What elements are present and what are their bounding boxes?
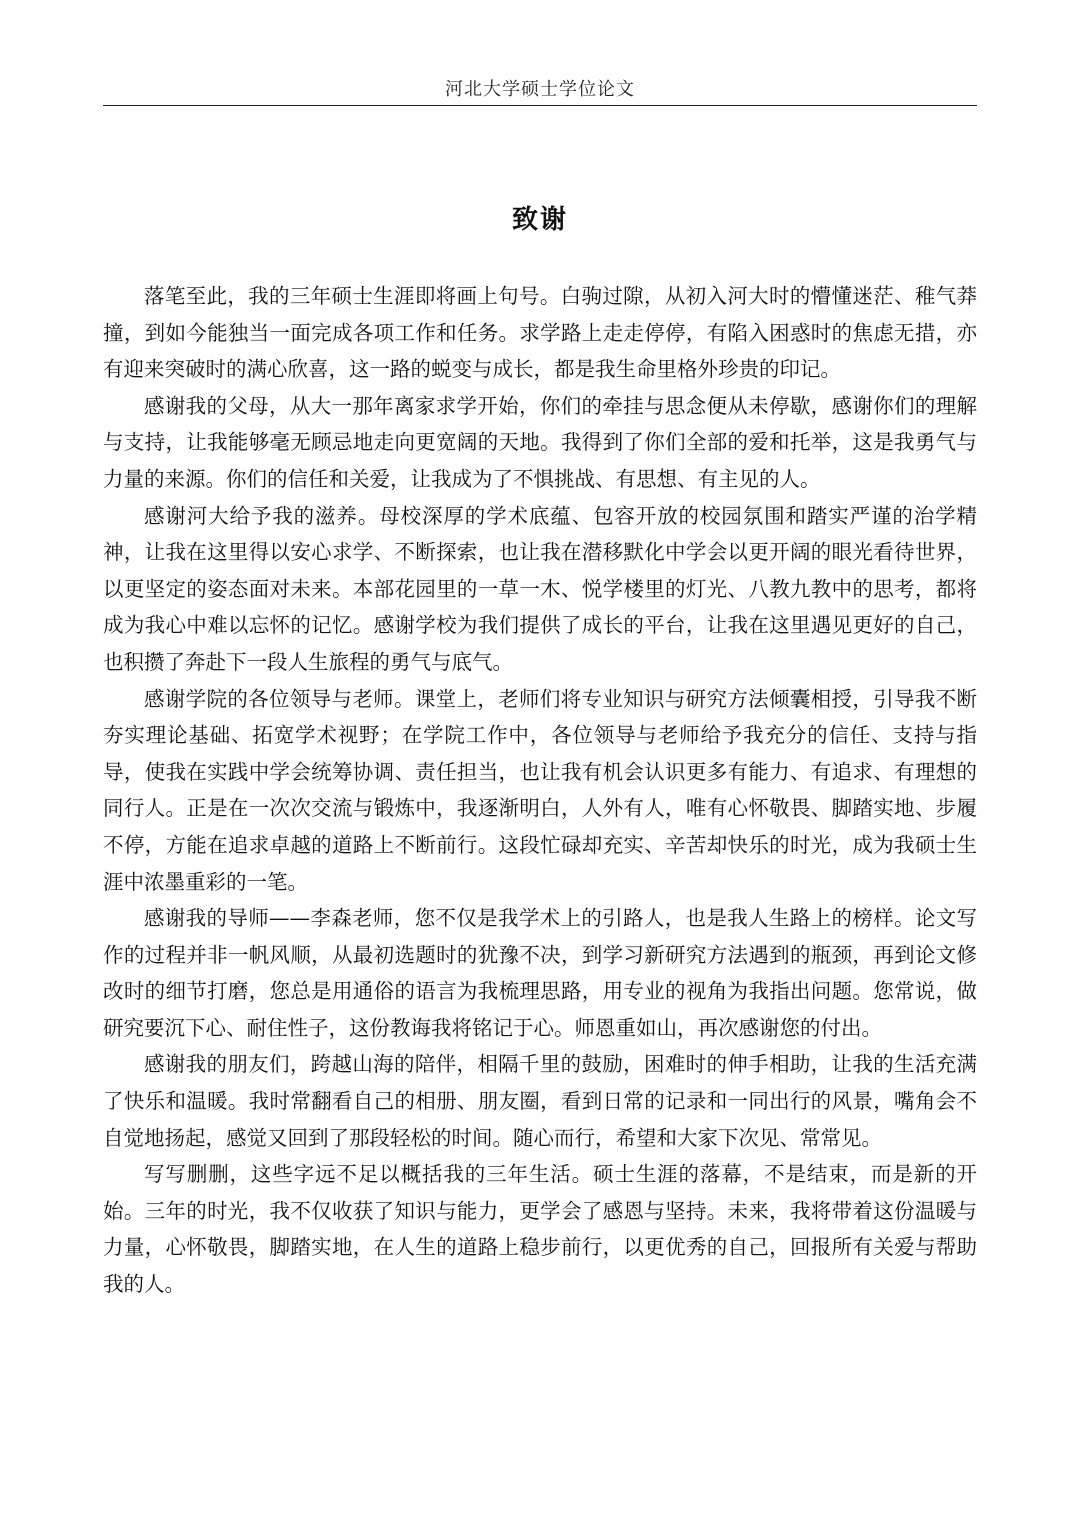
header-divider [103, 105, 977, 106]
paragraph: 落笔至此，我的三年硕士生涯即将画上句号。白驹过隙，从初入河大时的懵懂迷茫、稚气莽撞，到如今能独当一面完成各项工作和任务。求学路上走走停停，有陷入困惑时的焦虑无措，亦有迎来突破时的满心欣喜，这一路的蜕变与成长，都是我生命里格外珍贵的印记。 [103, 284, 977, 382]
paragraph: 感谢我的朋友们，跨越山海的陪伴，相隔千里的鼓励，困难时的伸手相助，让我的生活充满了快乐和温暖。我时常翻看自己的相册、朋友圈，看到日常的记录和一同出行的风景，嘴角会不自觉地扬起，感觉又回到了那段轻松的时间。随心而行，希望和大家下次见、常常见。 [103, 1052, 977, 1150]
page-title: 致谢 [511, 205, 568, 235]
paragraph: 感谢我的父母，从大一那年离家求学开始，你们的牵挂与思念便从未停歇，感谢你们的理解与支持，让我能够毫无顾忌地走向更宽阔的天地。我得到了你们全部的爱和托举，这是我勇气与力量的来源。你们的信任和关爱，让我成为了不惧挑战、有思想、有主见的人。 [103, 393, 977, 491]
paragraph: 感谢学院的各位领导与老师。课堂上，老师们将专业知识与研究方法倾囊相授，引导我不断夯实理论基础、拓宽学术视野；在学院工作中，各位领导与老师给予我充分的信任、支持与指导，使我在实践中学会统筹协调、责任担当，也让我有机会认识更多有能力、有追求、有理想的同行人。正是在一次次交流与锻炼中，我逐渐明白，人外有人，唯有心怀敬畏、脚踏实地、步履不停，方能在追求卓越的道路上不断前行。这段忙碌却充实、辛苦却快乐的时光，成为我硕士生涯中浓墨重彩的一笔。 [103, 686, 977, 894]
paragraph: 感谢我的导师——李森老师，您不仅是我学术上的引路人，也是我人生路上的榜样。论文写作的过程并非一帆风顺，从最初选题时的犹豫不决，到学习新研究方法遇到的瓶颈，再到论文修改时的细节打磨，您总是用通俗的语言为我梳理思路，用专业的视角为我指出问题。您常说，做研究要沉下心、耐住性子，这份教诲我将铭记于心。师恩重如山，再次感谢您的付出。 [103, 906, 977, 1040]
acknowledgement-body [103, 278, 977, 1303]
running-header: 河北大学硕士学位论文 [445, 79, 635, 100]
paragraph: 感谢河大给予我的滋养。母校深厚的学术底蕴、包容开放的校园氛围和踏实严谨的治学精神，让我在这里得以安心求学、不断探索，也让我在潜移默化中学会以更开阔的眼光看待世界，以更坚定的姿态面对未来。本部花园里的一草一木、悦学楼里的灯光、八教九教中的思考，都将成为我心中难以忘怀的记忆。感谢学校为我们提供了成长的平台，让我在这里遇见更好的自己，也积攒了奔赴下一段人生旅程的勇气与底气。 [103, 503, 977, 674]
paragraph: 写写删删，这些字远不足以概括我的三年生活。硕士生涯的落幕，不是结束，而是新的开始。三年的时光，我不仅收获了知识与能力，更学会了感恩与坚持。未来，我将带着这份温暖与力量，心怀敬畏，脚踏实地，在人生的道路上稳步前行，以更优秀的自己，回报所有关爱与帮助我的人。 [103, 1162, 977, 1297]
